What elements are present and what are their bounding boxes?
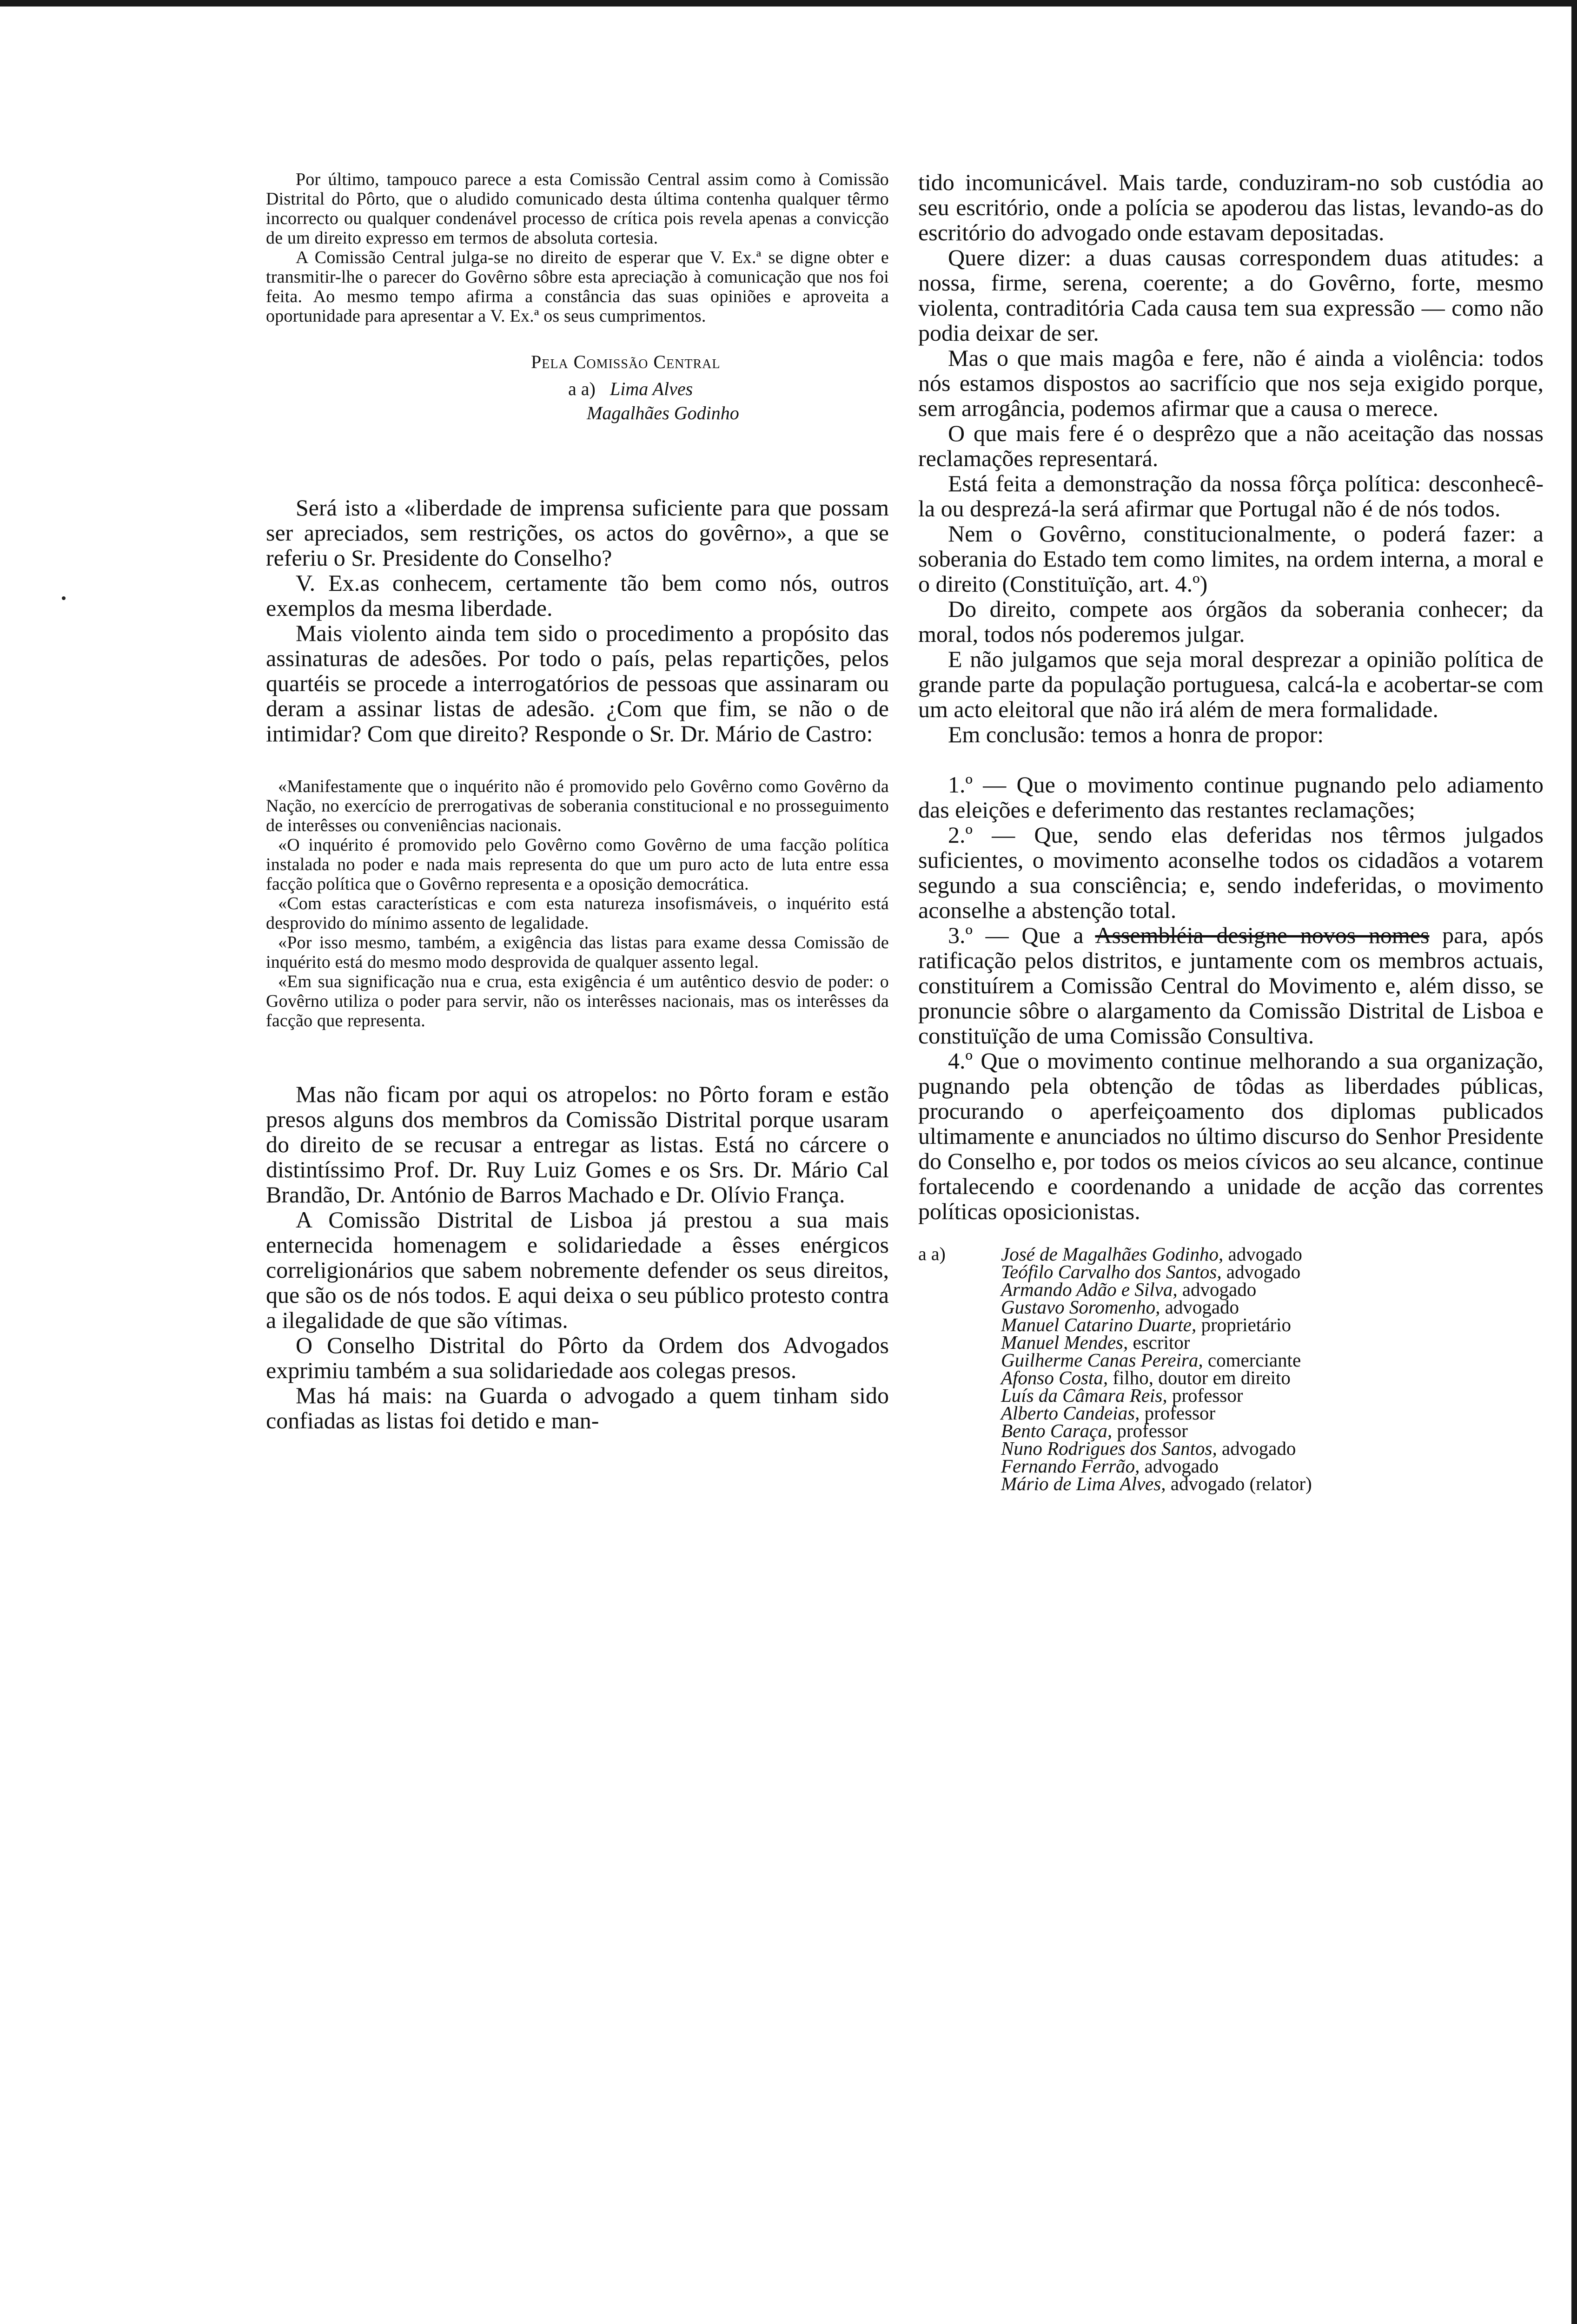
signer-role: advogado [1177,1279,1257,1300]
signer-role: escritor [1128,1332,1190,1353]
signer-row [1001,1369,1544,1386]
signature-line [266,377,889,401]
signature-heading: Pela Comissão Central [531,351,721,372]
quote-paragraph: «O inquérito é promovido pelo Govêrno como Govêrno de uma facção política instalada no poder e nada mais representa do que um puro acto de luta entre essa facção política que o Govêrno representa e a oposição democrática. [266,835,889,894]
signer-name: Manuel Mendes, [1001,1332,1128,1353]
signer-row [1001,1316,1544,1334]
signer-role: advogado [1223,1243,1302,1265]
signer-role: advogado [1160,1296,1239,1318]
proposal-text: para, após ratificação pelos distritos, e juntamente com os membros actuais, constituírem a Comissão Central do Movimento e, além disso, se pronuncie sôbre o alargamento da Comissão Distrital de Lisboa e constituïção de uma Comissão Consultiva. [918,922,1544,1049]
signer-name: Guilherme Canas Pereira, [1001,1349,1203,1371]
signer-role: advogado [1221,1261,1301,1282]
proposals-list [918,772,1544,1224]
proposal-text: 3.º — Que a [948,922,1095,948]
body-section-3 [918,170,1544,747]
body-paragraph: O Conselho Distrital do Pôrto da Ordem dos Advogados exprimiu também a sua solidariedade aos colegas presos. [266,1332,889,1383]
body-paragraph: A Comissão Distrital de Lisboa já prestou a sua mais enternecida homenagem e solidariedade a êsses enérgicos correligionários que sabem nobremente defender os seus direitos, que são os de nós todos. E aqui deixa o seu público protesto contra a ilegalidade de que são vítimas. [266,1207,889,1333]
signer-name: Armando Adão e Silva, [1001,1279,1178,1300]
struck-text: Assembléia designe novos nomes [1095,922,1430,948]
body-paragraph: Mas não ficam por aqui os atropelos: no Pôrto foram e estão presos alguns dos membros da Comissão Distrital porque usaram do direito de se recusar a entregar as listas. Está no cárcere o distintíssimo Prof. Dr. Ruy Luiz Gomes e os Srs. Dr. Mário Cal Brandão, Dr. António de Barros Machado e Dr. Olívio França. [266,1081,889,1208]
body-section-2 [266,1082,889,1433]
signer-name: Teófilo Carvalho dos Santos, [1001,1261,1222,1282]
proposal-item [918,923,1544,1048]
body-paragraph: Em conclusão: temos a honra de propor: [948,721,1324,747]
signer-row [1001,1475,1544,1492]
signer-name: Mário de Lima Alves, [1001,1473,1166,1494]
right-column [918,170,1544,1492]
signer-role: professor [1112,1420,1188,1441]
signer-role: advogado (relator) [1166,1473,1312,1494]
signer-row [1001,1263,1544,1281]
body-paragraph: Está feita a demonstração da nossa fôrça política: desconhecê-la ou desprezá-la será afirmar que Portugal não é de nós todos. [918,470,1544,522]
proposal-item: 4.º Que o movimento continue melhorando a sua organização, pugnando pela obtenção de tôdas as liberdades públicas, procurando o aperfeiçoamento dos diplomas publicados ultimamente e anunciados no último discurso do Senhor Presidente do Conselho e, por todos os meios cívicos ao seu alcance, continue fortalecendo e coordenando a unidade de acção das correntes políticas oposicionistas. [918,1048,1544,1224]
intro-paragraph: Por último, tampouco parece a esta Comissão Central assim como à Comissão Distrital do Pôrto, que o aludido comunicado desta última contenha qualquer têrmo incorrecto ou qualquer condenável processo de crítica pois revela apenas a convicção de um direito expresso em termos de absoluta cortesia. [266,170,889,248]
signer-row [1001,1351,1544,1369]
signer-role: professor [1167,1385,1243,1406]
signer-name: Alberto Candeias, [1001,1402,1140,1424]
body-paragraph: Quere dizer: a duas causas correspondem duas atitudes: a nossa, firme, serena, coerente; a do Govêrno, forte, mesmo violenta, contraditória Cada causa tem sua expressão — como não podia deixar de ser. [918,244,1544,346]
signature-prefix: a a) [568,378,596,399]
signer-role: professor [1140,1402,1216,1424]
central-commission-signature [266,350,889,425]
body-paragraph: O que mais fere é o desprêzo que a não aceitação das nossas reclamações representará. [918,420,1544,471]
signers-block [918,1245,1544,1492]
signer-name: Gustavo Soromenho, [1001,1296,1160,1318]
body-paragraph: Mas há mais: na Guarda o advogado a quem tinham sido confiadas as listas foi detido e man- [266,1382,889,1433]
body-paragraph: tido incomunicável. Mais tarde, conduziram-no sob custódia ao seu escritório, onde a polícia se apoderou das listas, levando-as do escritório do advogado onde estavam depositadas. [918,169,1544,245]
body-paragraph: Será isto a «liberdade de imprensa suficiente para que possam ser apreciados, sem restrições, os actos do govêrno», a que se referiu o Sr. Presidente do Conselho? [266,495,889,571]
quote-paragraph: «Em sua significação nua e crua, esta exigência é um autêntico desvio de poder: o Govêrno utiliza o poder para servir, não os interêsses nacionais, mas os interêsses da facção que representa. [266,972,889,1030]
signer-name: Bento Caraça, [1001,1420,1113,1441]
body-paragraph: Do direito, compete aos órgãos da soberania conhecer; da moral, todos nós poderemos julgar. [918,596,1544,647]
body-paragraph: Nem o Govêrno, constitucionalmente, o poderá fazer: a soberania do Estado tem como limites, na ordem interna, a moral e o direito (Constituïção, art. 4.º) [918,521,1544,597]
signer-role: advogado [1217,1438,1296,1459]
intro-section [266,170,889,326]
signer-list [918,1245,1544,1492]
intro-paragraph: A Comissão Central julga-se no direito de esperar que V. Ex.ª se digne obter e transmitir-lhe o parecer do Govêrno sôbre esta apreciação à comunicação que nos foi feita. Ao mesmo tempo afirma a constância das suas opiniões e aproveita a oportunidade para apresentar a V. Ex.ª os seus cumprimentos. [266,248,889,326]
signers-prefix: a a) [918,1243,946,1264]
signer-name: Nuno Rodrigues dos Santos, [1001,1438,1217,1459]
proposal-item: 1.º — Que o movimento continue pugnando pelo adiamento das eleições e deferimento das restantes reclamações; [918,772,1544,823]
signer-row [1001,1245,1544,1263]
signature-name: Magalhães Godinho [587,403,739,423]
signer-name: José de Magalhães Godinho, [1001,1243,1224,1265]
signer-row [1001,1404,1544,1422]
body-paragraph: Mas o que mais magôa e fere, não é ainda a violência: todos nós estamos dispostos ao sacrifício que nos seja exigido porque, sem arrogância, podemos afirmar que a causa o merece. [918,345,1544,421]
body-paragraph: E não julgamos que seja moral desprezar a opinião política de grande parte da população portuguesa, calcá-la e acobertar-se com um acto eleitoral que não irá além de mera formalidade. [918,646,1544,722]
proposal-item: 2.º — Que, sendo elas deferidas nos têrmos julgados suficientes, o movimento aconselhe todos os cidadãos a votarem segundo a sua consciência; e, sendo indeferidas, o movimento aconselhe a abstenção total. [918,822,1544,923]
quote-paragraph: «Por isso mesmo, também, a exigência das listas para exame dessa Comissão de inquérito está do mesmo modo desprovida de qualquer assento legal. [266,933,889,972]
signer-role: proprietário [1196,1314,1292,1335]
signer-role: advogado [1140,1455,1219,1477]
left-column [266,170,889,1433]
signer-name: Luís da Câmara Reis, [1001,1385,1167,1406]
signer-name: Afonso Costa, [1001,1367,1108,1388]
signer-row [1001,1334,1544,1351]
quote-paragraph: «Com estas características e com esta natureza insofismáveis, o inquérito está desprovido do mínimo assento de legalidade. [266,894,889,933]
signature-name: Lima Alves [610,378,693,399]
signer-role: filho, doutor em direito [1108,1367,1291,1388]
body-paragraph: V. Ex.as conhecem, certamente tão bem como nós, outros exemplos da mesma liberdade. [266,570,889,621]
signer-row [1001,1298,1544,1316]
quoted-opinion [266,777,889,1030]
signer-row [1001,1422,1544,1439]
page-border-right [1571,0,1577,2324]
margin-mark [62,596,66,600]
quote-paragraph: «Manifestamente que o inquérito não é promovido pelo Govêrno como Govêrno da Nação, no exercício de prerrogativas de soberania constitucional e no prosseguimento de interêsses ou conveniências nacionais. [266,777,889,835]
page-border-top [0,0,1577,7]
body-paragraph: Mais violento ainda tem sido o procedimento a propósito das assinaturas de adesões. Por todo o país, pelas repartições, pelos quartéis se procede a interrogatórios de pessoas que assinaram ou deram a assinar listas de adesão. ¿Com que fim, se não o de intimidar? Com que direito? Responde o Sr. Dr. Mário de Castro: [266,620,889,746]
signer-name: Manuel Catarino Duarte, [1001,1314,1197,1335]
body-section-1 [266,495,889,746]
signer-row [1001,1281,1544,1298]
signer-role: comerciante [1203,1349,1301,1371]
signer-row [1001,1386,1544,1404]
signer-row [1001,1457,1544,1475]
signer-name: Fernando Ferrão, [1001,1455,1140,1477]
signer-row [1001,1439,1544,1457]
